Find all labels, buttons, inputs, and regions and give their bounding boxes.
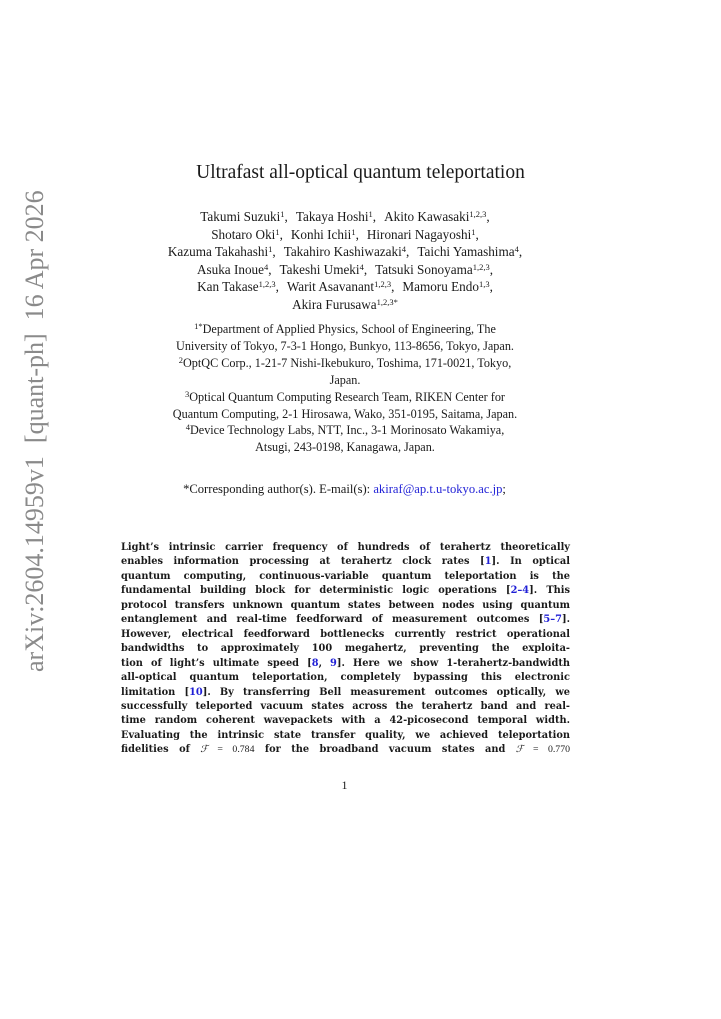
abstract-line [121,628,570,642]
author-list [110,208,580,314]
author-name: Shotaro Oki [211,226,276,242]
author-affiliation-mark: 1,2,3 [472,261,490,272]
affiliation-list [110,321,580,456]
abstract-text: fidelities of [121,744,201,756]
affiliation-line [110,422,580,439]
author-separator: , [268,261,272,277]
affiliation-text: Device Technology Labs, NTT, Inc., 3-1 Morinosato Wakamiya, [189,423,505,438]
author-separator: , [272,244,276,260]
affiliation-line: Atsugi, 243-0198, Kanagawa, Japan. [255,440,435,455]
author-affiliation-mark: 1 [275,226,280,237]
author-separator: , [372,209,377,224]
author-name: Akito Kawasaki [384,209,470,224]
citation-link[interactable]: 2–4 [510,585,530,597]
abstract-line [121,671,570,685]
abstract-text: successfully teleported vacuum states across the terahertz band and real- [121,700,570,712]
affiliation-line [110,355,580,372]
abstract-line [121,584,570,598]
affiliation-line: Quantum Computing, 2-1 Hirosawa, Wako, 351-0195, Saitama, Japan. [172,406,518,421]
author-name: Takaya Hoshi [295,209,369,224]
abstract-line [121,743,570,757]
citation-link[interactable]: 9 [330,657,337,669]
abstract-text: 0.770 [547,744,570,756]
author-line [110,208,580,226]
author-name: Akira Furusawa [292,296,377,312]
author-affiliation-mark: 1 [471,226,476,237]
author-name: Warit Asavanant [286,279,375,295]
fidelity-symbol: ℱ [515,744,524,756]
abstract-text: quantum computing, continuous-variable quantum teleportation is the [121,570,570,582]
abstract-line [121,642,570,656]
affiliation-mark: 3 [185,388,190,399]
author-affiliation-mark: 1,3 [478,279,490,290]
abstract-line [121,686,570,700]
author-name: Kazuma Takahashi [167,244,269,260]
author-name: Takumi Suzuki [200,209,281,224]
abstract-text: , [318,657,331,669]
author-separator: , [284,209,288,224]
affiliation-line [110,389,580,406]
citation-link[interactable]: 8 [311,657,319,669]
author-separator: , [363,261,368,277]
abstract-text: ]. In optical [491,556,570,568]
author-affiliation-mark: 1 [280,209,285,219]
abstract-line [121,729,570,743]
abstract-line [121,700,570,714]
author-separator: , [489,261,494,277]
page-number: 1 [341,778,348,792]
abstract-text: fundamental building block for deterministic logic operations [ [121,585,511,597]
author-separator: , [406,244,410,260]
author-name: Hironari Nagayoshi [366,226,472,242]
author-name: Tatsuki Sonoyama [375,261,473,277]
author-name: Asuka Inoue [196,261,264,277]
author-name: Kan Takase [197,279,259,295]
abstract-text: protocol transfers unknown quantum states between nodes using quantum [121,599,570,611]
abstract-text: entanglement and real-time feedforward of measurement outcomes [ [121,614,544,626]
author-separator: , [486,209,490,224]
author-name: Takeshi Umeki [279,261,360,277]
author-separator: , [391,279,395,295]
abstract-line [121,657,570,671]
author-affiliation-mark: 4 [514,244,519,255]
citation-link[interactable]: 5–7 [543,614,562,626]
abstract-text: Evaluating the intrinsic state transfer quality, we achieved teleportation [121,729,570,741]
arxiv-identifier: arXiv:2604.14959v1 [quant-ph] 16 Apr 2026 [20,190,49,672]
abstract-text: tion of light’s ultimate speed [ [121,657,312,669]
author-affiliation-mark: 1 [268,244,273,255]
author-affiliation-mark: 4 [359,261,364,272]
affiliation-line: Japan. [329,372,361,387]
affiliation-line [110,321,580,338]
author-affiliation-mark: 1,2,3* [376,296,398,307]
abstract-text: = [207,744,233,756]
corresponding-prefix: *Corresponding author(s). E-mail(s): [183,482,374,496]
abstract-text: ]. This [529,585,570,597]
affiliation-text: Optical Quantum Computing Research Team, RIKEN Center for [189,389,505,404]
abstract-text: for the broadband vacuum states and [254,744,516,756]
abstract-text: time random coherent wavepackets with a 42-picosecond temporal width. [121,715,570,727]
abstract-line [121,714,570,728]
author-separator: , [275,279,279,295]
author-affiliation-mark: 1 [351,226,356,237]
paper-title: Ultrafast all-optical quantum teleportation [196,162,525,183]
author-name: Konhi Ichii [290,226,352,242]
author-name: Takahiro Kashiwazaki [283,244,402,260]
abstract-text: limitation [ [121,686,190,698]
author-name: Taichi Yamashima [417,244,515,260]
affiliation-text: OptQC Corp., 1-21-7 Nishi-Ikebukuro, Toshima, 171-0021, Tokyo, [183,355,512,370]
author-line [110,278,580,296]
affiliation-mark: 4 [185,422,190,433]
affiliation-line: University of Tokyo, 7-3-1 Hongo, Bunkyo, 113-8656, Tokyo, Japan. [176,338,514,353]
abstract-line [121,541,570,555]
abstract-text: ]. [561,614,570,626]
author-separator: , [489,279,493,295]
author-affiliation-mark: 4 [401,244,407,255]
citation-link[interactable]: 1 [484,556,492,568]
author-affiliation-mark: 1 [368,209,373,219]
abstract-text: ]. By transferring Bell measurement outcomes optically, we [202,686,570,698]
author-separator: , [355,226,359,242]
abstract-text: = [523,744,548,756]
abstract-text: 0.784 [232,744,255,756]
abstract-line [121,613,570,627]
abstract-text: all-optical quantum teleportation, completely bypassing this electronic [121,672,570,684]
affiliation-mark: 1* [194,321,203,331]
abstract-text: Light’s intrinsic carrier frequency of hundreds of terahertz theoretically [121,542,570,553]
author-line [110,261,580,279]
affiliation-text: Department of Applied Physics, School of Engineering, The [202,322,496,336]
author-line [110,226,580,244]
email-link[interactable]: akiraf@ap.t.u-tokyo.ac.jp [373,482,503,496]
abstract-text: bandwidths to approximately 100 megahertz, preventing the exploita- [121,643,570,655]
author-affiliation-mark: 1,2,3 [374,279,392,290]
author-line [110,296,580,314]
author-separator: , [279,226,283,242]
affiliation-mark: 2 [178,354,183,365]
author-separator: , [475,226,479,242]
author-affiliation-mark: 1,2,3 [258,279,276,290]
citation-link[interactable]: 10 [189,686,203,698]
abstract-line [121,555,570,569]
corresponding-suffix: ; [502,482,506,496]
author-name: Mamoru Endo [402,279,479,295]
abstract [121,541,570,758]
corresponding-author-line [0,482,689,497]
abstract-text: However, electrical feedforward bottlenecks currently restrict operational [121,628,570,640]
abstract-line [121,570,570,584]
author-affiliation-mark: 1,2,3 [469,209,487,219]
abstract-line [121,599,570,613]
abstract-text: enables information processing at terahertz clock rates [ [121,556,485,568]
author-line [110,243,580,261]
author-affiliation-mark: 4 [264,261,269,272]
author-separator: , [518,244,523,260]
abstract-text: ]. Here we show 1-terahertz-bandwidth [336,657,570,669]
fidelity-symbol: ℱ [200,744,208,756]
